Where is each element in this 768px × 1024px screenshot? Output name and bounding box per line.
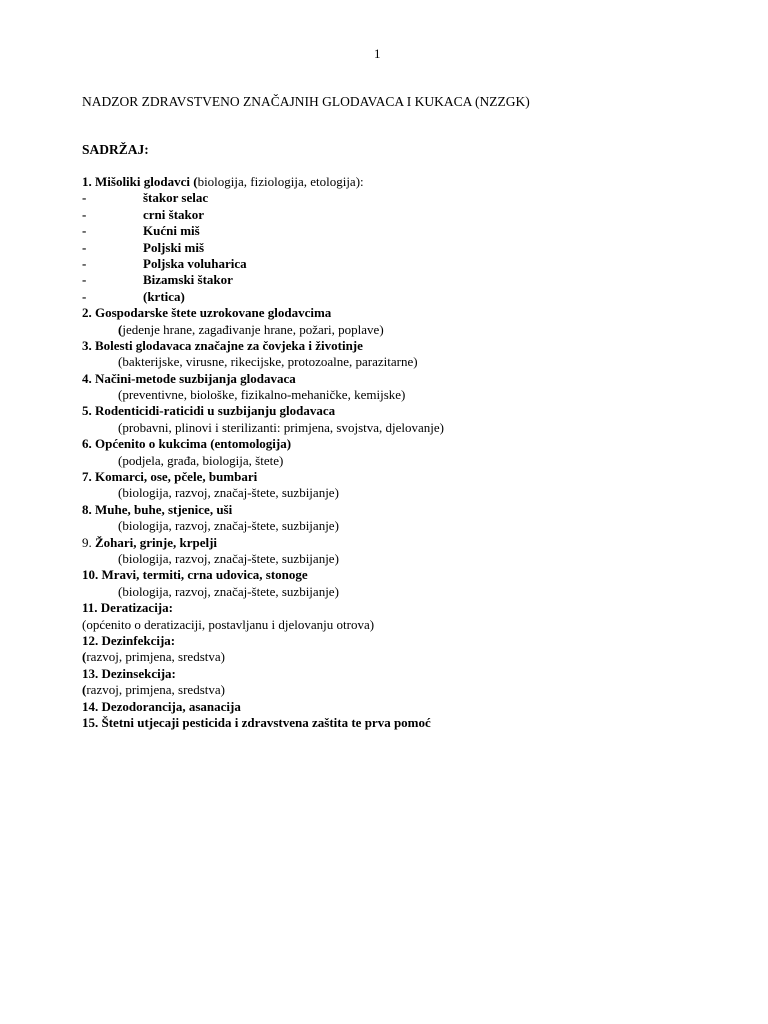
section-13-title: 13. Dezinsekcija:	[82, 665, 176, 681]
section-10-detail: (biologija, razvoj, značaj-štete, suzbijanje)	[118, 583, 339, 599]
section-11-detail: (općenito o deratizaciji, postavljanu i djelovanju otrova)	[82, 616, 375, 632]
bullet-dash: -	[82, 190, 87, 206]
list-item-label: Bizamski štakor	[143, 272, 233, 288]
open-paren: (	[82, 649, 87, 665]
list-item	[82, 240, 722, 256]
open-paren: (	[118, 321, 123, 337]
section-2-title: 2. Gospodarske štete uzrokovane glodavcima	[82, 305, 332, 321]
section-2-detail-text: jedenje hrane, zagađivanje hrane, požari, poplave)	[122, 321, 384, 337]
section-1-title: 1. Mišoliki glodavci (	[82, 174, 198, 189]
section-9-heading	[82, 535, 722, 551]
open-paren: (	[82, 682, 87, 698]
section-15-title: 15. Štetni utjecaji pesticida i zdravstvena zaštita te prva pomoć	[82, 714, 431, 730]
section-7-detail: (biologija, razvoj, značaj-štete, suzbijanje)	[118, 485, 339, 501]
section-4-title: 4. Načini-metode suzbijanja glodavaca	[82, 370, 296, 386]
section-2-detail	[82, 322, 722, 338]
section-1-heading	[82, 174, 722, 190]
bullet-dash: -	[82, 239, 87, 255]
section-9-detail: (biologija, razvoj, značaj-štete, suzbijanje)	[118, 550, 339, 566]
document-title: NADZOR ZDRAVSTVENO ZNAČAJNIH GLODAVACA I KUKACA (NZZGK)	[82, 94, 530, 109]
section-9-number: 9.	[82, 534, 95, 550]
list-item	[82, 272, 722, 288]
list-item-label: (krtica)	[143, 288, 185, 304]
section-3-title: 3. Bolesti glodavaca značajne za čovjeka i životinje	[82, 337, 363, 353]
list-item-label: štakor selac	[143, 190, 209, 206]
section-12-detail	[82, 649, 722, 665]
section-8-detail: (biologija, razvoj, značaj-štete, suzbijanje)	[118, 518, 339, 534]
section-4-detail: (preventivne, biološke, fizikalno-mehaničke, kemijske)	[118, 387, 406, 403]
table-of-contents	[82, 174, 722, 731]
section-12-title: 12. Dezinfekcija:	[82, 632, 176, 648]
section-12-detail-text: razvoj, primjena, sredstva)	[86, 649, 225, 665]
list-item-label: Poljski miš	[143, 239, 205, 255]
list-item	[82, 256, 722, 272]
list-item	[82, 190, 722, 206]
list-item	[82, 223, 722, 239]
section-6-detail: (podjela, građa, biologija, štete)	[118, 452, 284, 468]
section-6-title: 6. Općenito o kukcima (entomologija)	[82, 436, 292, 452]
list-item-label: Poljska voluharica	[143, 255, 247, 271]
section-10-title: 10. Mravi, termiti, crna udovica, stonoge	[82, 567, 308, 583]
bullet-dash: -	[82, 223, 87, 239]
section-9-title: Žohari, grinje, krpelji	[95, 534, 218, 550]
section-8-title: 8. Muhe, buhe, stjenice, uši	[82, 501, 233, 517]
contents-heading: SADRŽAJ:	[82, 142, 149, 157]
list-item-label: crni štakor	[143, 206, 205, 222]
section-1-detail: biologija, fiziologija, etologija):	[197, 174, 364, 189]
section-14-title: 14. Dezodorancija, asanacija	[82, 698, 241, 714]
section-13-detail-text: razvoj, primjena, sredstva)	[86, 682, 225, 698]
list-item	[82, 289, 722, 305]
bullet-dash: -	[82, 206, 87, 222]
section-5-detail: (probavni, plinovi i sterilizanti: primjena, svojstva, djelovanje)	[118, 419, 445, 435]
bullet-dash: -	[82, 255, 87, 271]
list-item-label: Kućni miš	[143, 223, 200, 239]
section-13-detail	[82, 682, 722, 698]
bullet-dash: -	[82, 272, 87, 288]
section-7-title: 7. Komarci, ose, pčele, bumbari	[82, 469, 258, 485]
bullet-dash: -	[82, 288, 87, 304]
section-5-title: 5. Rodenticidi-raticidi u suzbijanju glodavaca	[82, 403, 336, 419]
page-number: 1	[374, 46, 381, 61]
list-item	[82, 207, 722, 223]
section-11-title: 11. Deratizacija:	[82, 600, 173, 616]
section-3-detail: (bakterijske, virusne, rikecijske, protozoalne, parazitarne)	[118, 354, 418, 370]
